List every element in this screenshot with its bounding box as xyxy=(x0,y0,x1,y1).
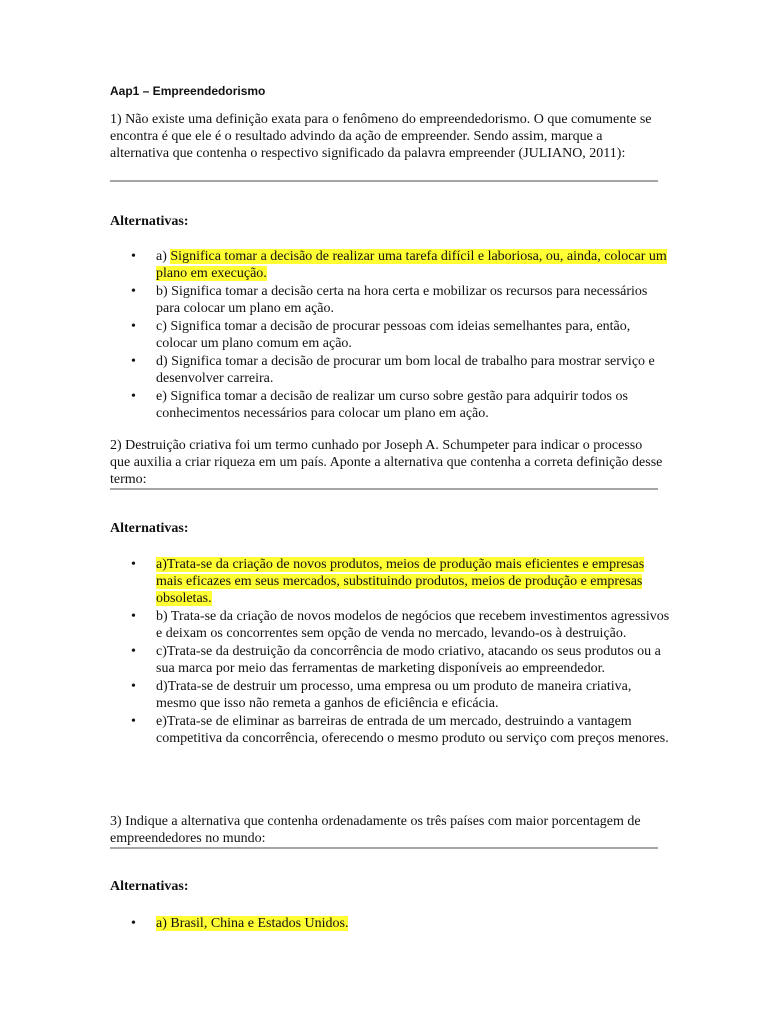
alternative-text: e) Significa tomar a decisão de realizar um curso sobre gestão para adquirir todos os conhecimentos necessários para colocar um plano em ação. xyxy=(156,389,628,421)
divider-rule xyxy=(110,847,658,849)
alternatives-heading: Alternativas: xyxy=(110,521,189,536)
alternative-text: e)Trata-se de eliminar as barreiras de entrada de um mercado, destruindo a vantagem competitiva da concorrência, oferecendo o mesmo produto ou serviço com preços menores. xyxy=(156,714,669,746)
alternative-text: b) Significa tomar a decisão certa na hora certa e mobilizar os recursos para necessários para colocar um plano em ação. xyxy=(156,284,648,316)
alternative-c xyxy=(110,318,670,352)
bullet-icon: • xyxy=(131,916,136,931)
question-2-text: 2) Destruição criativa foi um termo cunhado por Joseph A. Schumpeter para indicar o processo que auxilia a criar riqueza em um país. Aponte a alternativa que contenha a correta definição desse termo: xyxy=(110,438,663,487)
question-1-text: 1) Não existe uma definição exata para o fenômeno do empreendedorismo. O que comumente se encontra é que ele é o resultado advindo da ação de empreender. Sendo assim, marque a alternativa que contenha o respectivo significado da palavra empreender (JULIANO, 2011): xyxy=(110,112,652,161)
question-3-text: 3) Indique a alternativa que contenha ordenadamente os três países com maior porcentagem de empreendedores no mundo: xyxy=(110,814,641,846)
alternative-b xyxy=(110,608,670,642)
highlighted-answer: Significa tomar a decisão de realizar uma tarefa difícil e laboriosa, ou, ainda, colocar um plano em execução. xyxy=(156,249,667,281)
alternative-a xyxy=(110,915,670,932)
question-2-alternatives xyxy=(110,556,670,748)
question-3-alternatives xyxy=(110,915,670,933)
divider-rule xyxy=(110,180,658,182)
alternative-a xyxy=(110,248,670,282)
alternative-e xyxy=(110,388,670,422)
highlighted-answer: a) Brasil, China e Estados Unidos. xyxy=(156,916,349,931)
document-title: Aap1 – Empreendedorismo xyxy=(110,84,266,98)
alternative-c xyxy=(110,643,670,677)
bullet-icon: • xyxy=(131,319,136,334)
alternative-text: c)Trata-se da destruição da concorrência de modo criativo, atacando os seus produtos ou a sua marca por meio das ferramentas de marketing disponíveis ao empreendedor. xyxy=(156,644,661,676)
alternative-text: b) Trata-se da criação de novos modelos de negócios que recebem investimentos agressivos e deixam os concorrentes sem opção de venda no mercado, levando-os à destruição. xyxy=(156,609,670,641)
alternative-e xyxy=(110,713,670,747)
bullet-icon: • xyxy=(131,609,136,624)
bullet-icon: • xyxy=(131,557,136,572)
bullet-icon: • xyxy=(131,284,136,299)
bullet-icon: • xyxy=(131,389,136,404)
alternative-text: d)Trata-se de destruir um processo, uma empresa ou um produto de maneira criativa, mesmo que isso não remeta a ganhos de eficiência e eficácia. xyxy=(156,679,632,711)
bullet-icon: • xyxy=(131,354,136,369)
highlighted-answer: a)Trata-se da criação de novos produtos, meios de produção mais eficientes e empresas mais eficazes em seus mercados, substituindo produtos, meios de produção e empresas obsoletas. xyxy=(156,557,645,606)
bullet-icon: • xyxy=(131,679,136,694)
bullet-icon: • xyxy=(131,249,136,264)
alternative-d xyxy=(110,353,670,387)
divider-rule xyxy=(110,488,658,490)
alternative-a xyxy=(110,556,670,607)
alternatives-heading: Alternativas: xyxy=(110,879,189,894)
alternative-prefix: a) xyxy=(156,249,171,264)
bullet-icon: • xyxy=(131,714,136,729)
alternatives-heading: Alternativas: xyxy=(110,214,189,229)
alternative-d xyxy=(110,678,670,712)
alternative-text: c) Significa tomar a decisão de procurar pessoas com ideias semelhantes para, então, colocar um plano comum em ação. xyxy=(156,319,631,351)
alternative-text: d) Significa tomar a decisão de procurar um bom local de trabalho para mostrar serviço e desenvolver carreira. xyxy=(156,354,655,386)
bullet-icon: • xyxy=(131,644,136,659)
alternative-b xyxy=(110,283,670,317)
question-1-alternatives xyxy=(110,248,670,423)
